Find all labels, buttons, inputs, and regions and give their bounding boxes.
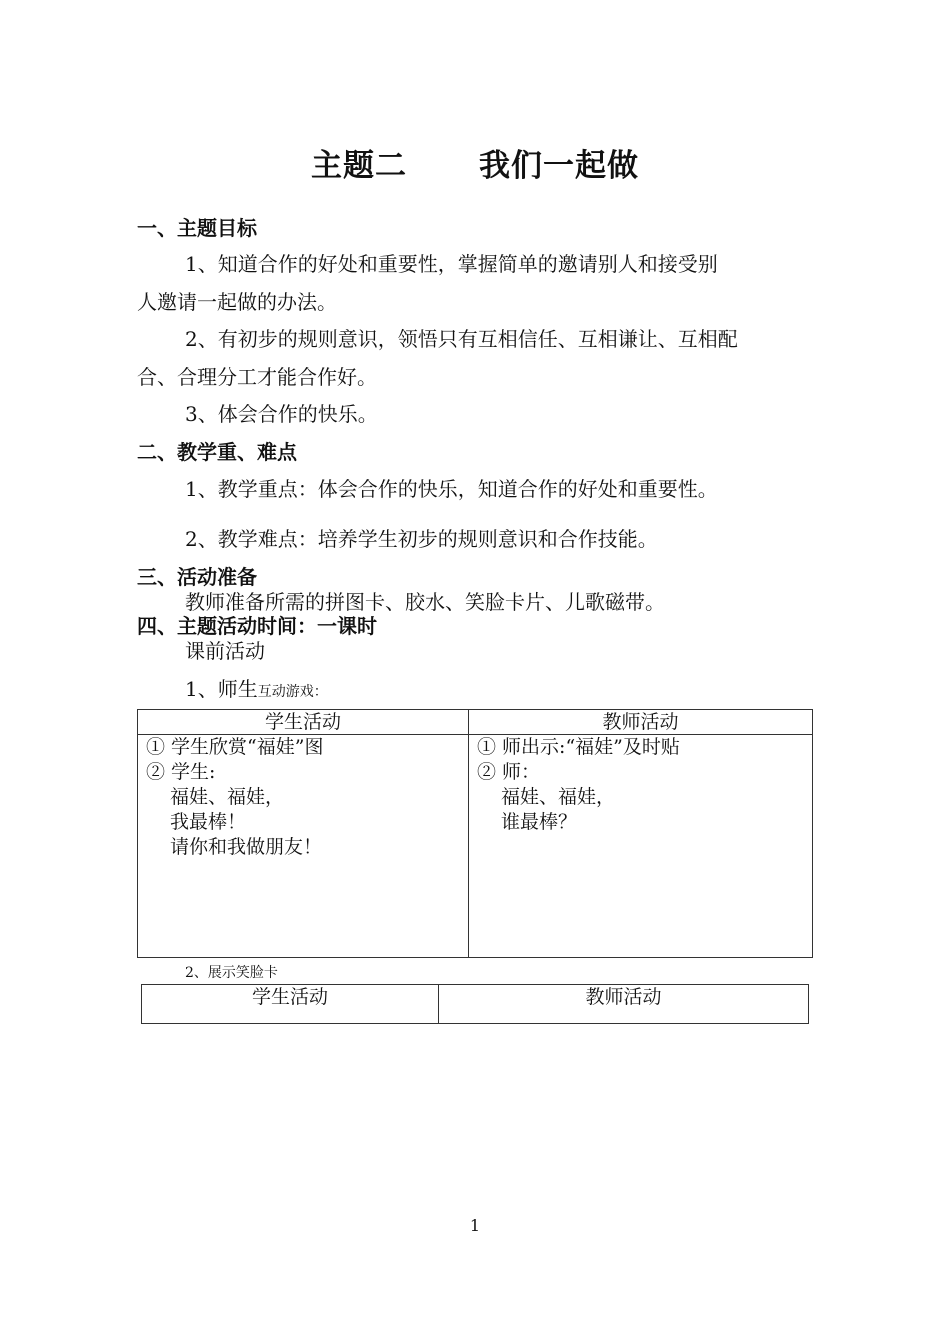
activity-1-suffix: 互动游戏： — [257, 684, 328, 700]
activity-1-label — [185, 673, 328, 702]
page-number: 1 — [469, 1216, 481, 1235]
title-name: 我们一起做 — [479, 148, 639, 184]
difficult-point: 2、教学难点：培养学生初步的规则意识和合作技能。 — [185, 527, 658, 551]
activity-1-prefix: 1、师生 — [185, 677, 258, 701]
goal-1-line1: 1、知道合作的好处和重要性，掌握简单的邀请别人和接受别 — [185, 252, 718, 276]
pre-class-heading: 课前活动 — [185, 639, 265, 663]
table1-student-cell — [138, 735, 469, 958]
title-theme: 主题二 — [311, 148, 407, 184]
table1-teacher-cell — [469, 735, 813, 958]
section4-heading: 四、主题活动时间：一课时 — [137, 614, 377, 638]
table2-header-teacher: 教师活动 — [439, 985, 809, 1024]
key-point: 1、教学重点：体会合作的快乐，知道合作的好处和重要性。 — [185, 477, 718, 501]
student-chant-line: 福娃、福娃， — [170, 786, 285, 808]
student-line: ① 学生欣赏“福娃”图 — [146, 736, 324, 758]
table2-header-student: 学生活动 — [142, 985, 439, 1024]
activity-table-1 — [137, 709, 813, 958]
teacher-chant-line: 福娃、福娃， — [501, 786, 616, 808]
student-line: ② 学生: — [146, 761, 216, 783]
activity-table-2 — [141, 984, 809, 1024]
page-title — [0, 140, 950, 185]
section3-heading: 三、活动准备 — [137, 565, 257, 589]
table1-header-student: 学生活动 — [138, 710, 469, 735]
goal-3: 3、体会合作的快乐。 — [185, 402, 378, 426]
activity-2-label: 2、展示笑脸卡 — [185, 965, 278, 981]
table1-header-teacher: 教师活动 — [469, 710, 813, 735]
teacher-chant-line: 谁最棒？ — [501, 811, 578, 833]
section2-heading: 二、教学重、难点 — [137, 440, 297, 464]
student-chant-line: 我最棒！ — [170, 811, 247, 833]
teacher-line: ② 师： — [477, 761, 541, 783]
student-chant-line: 请你和我做朋友！ — [170, 836, 323, 858]
teacher-line: ① 师出示:“福娃”及时贴 — [477, 736, 680, 758]
goal-2-line2: 合、合理分工才能合作好。 — [137, 365, 377, 389]
section1-heading: 一、主题目标 — [137, 216, 257, 240]
goal-1-line2: 人邀请一起做的办法。 — [137, 290, 337, 314]
preparation-text: 教师准备所需的拼图卡、胶水、笑脸卡片、儿歌磁带。 — [185, 590, 665, 614]
goal-2-line1: 2、有初步的规则意识，领悟只有互相信任、互相谦让、互相配 — [185, 327, 738, 351]
